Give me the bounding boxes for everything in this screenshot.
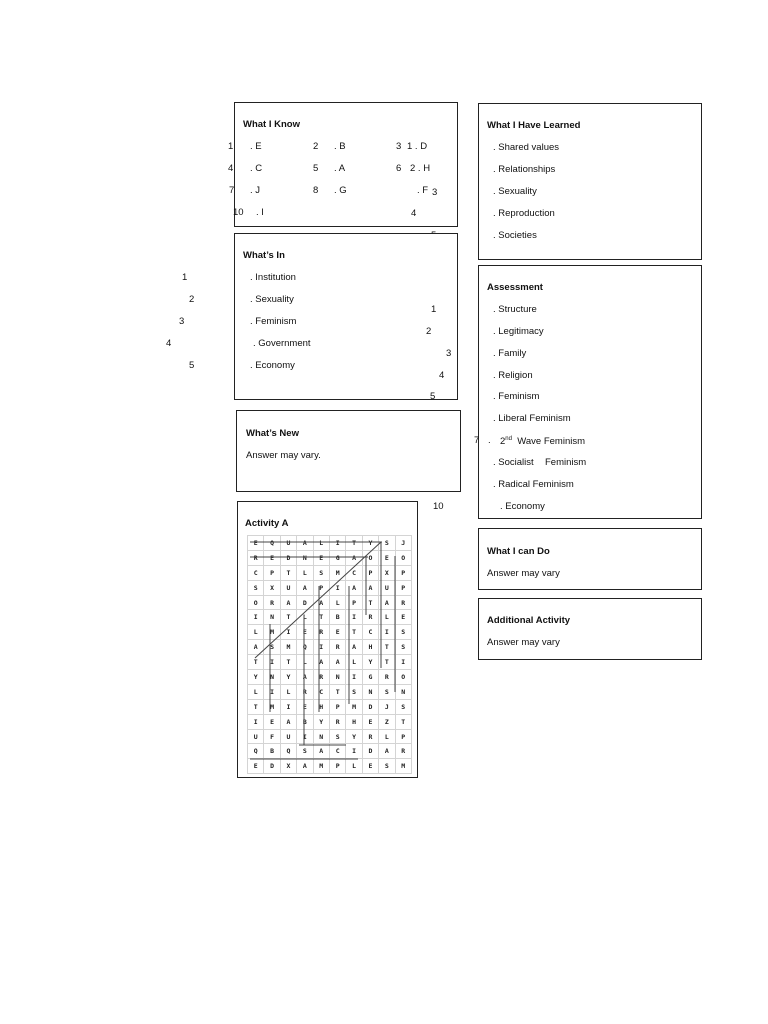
- in-answer-1: . Institution: [250, 272, 296, 283]
- grid-row: [248, 565, 412, 580]
- stray-num: 1: [431, 304, 437, 315]
- grid-cell: F: [264, 729, 280, 744]
- grid-cell: L: [297, 610, 313, 625]
- grid-cell: A: [379, 744, 395, 759]
- grid-cell: S: [379, 536, 395, 551]
- stray-num: 5: [430, 391, 436, 402]
- what-i-know-title: What I Know: [243, 119, 300, 130]
- grid-cell: T: [280, 565, 296, 580]
- grid-cell: A: [346, 580, 362, 595]
- grid-cell: L: [313, 536, 329, 551]
- grid-cell: Q: [297, 640, 313, 655]
- grid-cell: A: [379, 595, 395, 610]
- grid-cell: N: [264, 610, 280, 625]
- grid-cell: Y: [346, 729, 362, 744]
- learned-title: What I Have Learned: [487, 120, 581, 131]
- grid-cell: E: [329, 625, 345, 640]
- grid-cell: A: [297, 580, 313, 595]
- grid-row: [248, 699, 412, 714]
- know-answer-5: . A: [334, 163, 346, 174]
- grid-cell: L: [248, 625, 264, 640]
- grid-cell: Q: [280, 744, 296, 759]
- grid-cell: A: [329, 655, 345, 670]
- grid-cell: M: [329, 565, 345, 580]
- grid-cell: S: [395, 640, 411, 655]
- assessment-title: Assessment: [487, 282, 543, 293]
- know-answer-9: . F: [417, 185, 429, 196]
- grid-cell: T: [313, 610, 329, 625]
- know-answer-3: 1 . D: [407, 141, 428, 152]
- grid-cell: A: [313, 655, 329, 670]
- grid-cell: L: [329, 595, 345, 610]
- grid-cell: A: [248, 640, 264, 655]
- grid-cell: N: [297, 550, 313, 565]
- assessment-item-7: 2nd Wave Feminism: [500, 436, 586, 448]
- stray-num: 3: [446, 348, 452, 359]
- grid-cell: L: [346, 759, 362, 774]
- grid-cell: N: [313, 729, 329, 744]
- activity-a-title: Activity A: [245, 518, 289, 529]
- grid-cell: E: [248, 536, 264, 551]
- grid-row: [248, 714, 412, 729]
- learned-item-4: . Reproduction: [493, 208, 555, 219]
- grid-cell: M: [395, 759, 411, 774]
- grid-cell: R: [297, 684, 313, 699]
- grid-cell: R: [379, 670, 395, 685]
- grid-cell: B: [297, 714, 313, 729]
- grid-cell: J: [395, 536, 411, 551]
- grid-cell: S: [395, 699, 411, 714]
- grid-cell: I: [329, 580, 345, 595]
- assessment-item-5: . Feminism: [493, 391, 540, 402]
- grid-cell: I: [346, 610, 362, 625]
- know-answer-8: . G: [334, 185, 347, 196]
- grid-cell: S: [379, 684, 395, 699]
- grid-cell: T: [346, 536, 362, 551]
- assessment-item-3: . Family: [493, 348, 527, 359]
- grid-cell: Y: [280, 670, 296, 685]
- grid-cell: I: [248, 610, 264, 625]
- grid-cell: E: [362, 714, 378, 729]
- know-num-10: 10: [233, 207, 244, 218]
- grid-cell: E: [362, 759, 378, 774]
- grid-cell: I: [313, 640, 329, 655]
- assessment-item-10: . Economy: [500, 501, 545, 512]
- grid-cell: A: [313, 744, 329, 759]
- grid-cell: Z: [379, 714, 395, 729]
- know-answer-6: 2 . H: [410, 163, 431, 174]
- grid-cell: N: [395, 684, 411, 699]
- grid-cell: I: [297, 729, 313, 744]
- learned-item-5: . Societies: [493, 230, 537, 241]
- grid-cell: C: [362, 625, 378, 640]
- grid-row: [248, 625, 412, 640]
- assessment-item-4: . Religion: [493, 370, 533, 381]
- grid-cell: P: [395, 565, 411, 580]
- additional-activity-box: [478, 598, 702, 660]
- grid-cell: L: [280, 684, 296, 699]
- grid-cell: L: [248, 684, 264, 699]
- additional-title: Additional Activity: [487, 615, 571, 626]
- grid-cell: I: [264, 684, 280, 699]
- grid-cell: U: [280, 729, 296, 744]
- grid-cell: R: [362, 610, 378, 625]
- grid-cell: R: [264, 595, 280, 610]
- grid-cell: I: [329, 536, 345, 551]
- grid-cell: X: [379, 565, 395, 580]
- grid-cell: A: [280, 714, 296, 729]
- grid-cell: U: [248, 729, 264, 744]
- grid-cell: E: [264, 550, 280, 565]
- grid-cell: D: [297, 595, 313, 610]
- assessment-item-8b: Feminism: [545, 457, 587, 468]
- grid-cell: O: [248, 595, 264, 610]
- grid-cell: G: [329, 550, 345, 565]
- grid-cell: P: [395, 729, 411, 744]
- grid-cell: N: [329, 670, 345, 685]
- know-num-8: 8: [313, 185, 319, 196]
- grid-cell: O: [395, 670, 411, 685]
- grid-cell: T: [248, 655, 264, 670]
- grid-cell: H: [313, 699, 329, 714]
- grid-cell: T: [280, 655, 296, 670]
- grid-cell: R: [395, 744, 411, 759]
- grid-cell: S: [395, 625, 411, 640]
- grid-cell: P: [346, 595, 362, 610]
- assessment-item-1: . Structure: [493, 304, 537, 315]
- grid-cell: P: [395, 580, 411, 595]
- grid-cell: E: [313, 550, 329, 565]
- grid-cell: I: [395, 655, 411, 670]
- grid-cell: N: [264, 670, 280, 685]
- grid-cell: I: [346, 670, 362, 685]
- know-answer-1: . E: [250, 141, 262, 152]
- grid-cell: Y: [248, 670, 264, 685]
- in-answer-5: . Economy: [250, 360, 295, 371]
- grid-cell: Y: [313, 714, 329, 729]
- grid-cell: S: [248, 580, 264, 595]
- grid-cell: J: [379, 699, 395, 714]
- grid-cell: D: [362, 699, 378, 714]
- grid-cell: O: [362, 550, 378, 565]
- grid-cell: U: [280, 536, 296, 551]
- learned-item-2: . Relationships: [493, 164, 556, 175]
- in-answer-4: . Government: [253, 338, 311, 349]
- know-stray-num: 3: [432, 187, 438, 198]
- grid-cell: E: [379, 550, 395, 565]
- grid-cell: P: [329, 699, 345, 714]
- stray-num: 2: [426, 326, 432, 337]
- know-num-4: 4: [228, 163, 234, 174]
- grid-cell: D: [264, 759, 280, 774]
- grid-cell: S: [346, 684, 362, 699]
- grid-row: [248, 670, 412, 685]
- know-num-6: 6: [396, 163, 402, 174]
- grid-cell: R: [362, 729, 378, 744]
- grid-cell: R: [329, 714, 345, 729]
- grid-cell: U: [379, 580, 395, 595]
- grid-cell: R: [248, 550, 264, 565]
- know-stray-num: 4: [411, 208, 417, 219]
- assessment-item-8a: . Socialist: [493, 457, 534, 468]
- know-answer-10: . I: [256, 207, 264, 218]
- word-search-grid: [247, 535, 412, 774]
- know-answer-7: . J: [250, 185, 261, 196]
- grid-cell: E: [264, 714, 280, 729]
- grid-cell: T: [280, 610, 296, 625]
- grid-cell: P: [362, 565, 378, 580]
- know-num-5: 5: [313, 163, 319, 174]
- grid-cell: C: [346, 565, 362, 580]
- in-answer-2: . Sexuality: [250, 294, 294, 305]
- in-num-5: 5: [189, 360, 195, 371]
- grid-cell: D: [362, 744, 378, 759]
- assessment-item-6: . Liberal Feminism: [493, 413, 571, 424]
- grid-cell: M: [264, 625, 280, 640]
- in-num-2: 2: [189, 294, 195, 305]
- grid-cell: L: [297, 655, 313, 670]
- grid-cell: A: [297, 536, 313, 551]
- grid-cell: I: [248, 714, 264, 729]
- assessment-item-7-dot: .: [488, 435, 491, 446]
- grid-cell: T: [346, 625, 362, 640]
- grid-cell: X: [264, 580, 280, 595]
- in-num-3: 3: [179, 316, 185, 327]
- grid-cell: M: [313, 759, 329, 774]
- grid-row: [248, 684, 412, 699]
- grid-cell: S: [379, 759, 395, 774]
- grid-cell: S: [329, 729, 345, 744]
- grid-cell: E: [297, 625, 313, 640]
- grid-cell: I: [280, 699, 296, 714]
- grid-cell: L: [297, 565, 313, 580]
- grid-row: [248, 580, 412, 595]
- cando-title: What I can Do: [487, 546, 550, 557]
- grid-cell: E: [395, 610, 411, 625]
- grid-cell: C: [329, 744, 345, 759]
- in-num-1: 1: [182, 272, 188, 283]
- grid-cell: A: [346, 550, 362, 565]
- learned-item-3: . Sexuality: [493, 186, 537, 197]
- grid-cell: T: [362, 595, 378, 610]
- grid-cell: I: [264, 655, 280, 670]
- grid-cell: H: [362, 640, 378, 655]
- what-i-can-do-box: [478, 528, 702, 590]
- grid-cell: T: [329, 684, 345, 699]
- stray-num: 4: [439, 370, 445, 381]
- grid-cell: P: [264, 565, 280, 580]
- additional-text: Answer may vary: [487, 637, 560, 648]
- grid-cell: P: [329, 759, 345, 774]
- grid-cell: G: [362, 670, 378, 685]
- know-num-2: 2: [313, 141, 319, 152]
- grid-cell: B: [329, 610, 345, 625]
- learned-item-1: . Shared values: [493, 142, 560, 153]
- grid-cell: R: [313, 670, 329, 685]
- grid-cell: L: [379, 729, 395, 744]
- grid-cell: L: [379, 610, 395, 625]
- grid-row: [248, 744, 412, 759]
- grid-cell: T: [248, 699, 264, 714]
- grid-row: [248, 595, 412, 610]
- grid-cell: Y: [362, 536, 378, 551]
- grid-row: [248, 729, 412, 744]
- grid-cell: D: [280, 550, 296, 565]
- grid-cell: O: [395, 550, 411, 565]
- grid-cell: A: [297, 759, 313, 774]
- grid-cell: A: [297, 670, 313, 685]
- grid-cell: T: [395, 714, 411, 729]
- cando-text: Answer may vary: [487, 568, 560, 579]
- grid-cell: I: [280, 625, 296, 640]
- know-answer-2: . B: [334, 141, 346, 152]
- grid-cell: R: [313, 625, 329, 640]
- grid-cell: P: [313, 580, 329, 595]
- assessment-item-9: . Radical Feminism: [493, 479, 574, 490]
- grid-cell: Q: [264, 536, 280, 551]
- know-answer-4: . C: [250, 163, 263, 174]
- grid-cell: B: [264, 744, 280, 759]
- grid-cell: C: [313, 684, 329, 699]
- grid-cell: S: [297, 744, 313, 759]
- grid-cell: M: [346, 699, 362, 714]
- grid-cell: U: [280, 580, 296, 595]
- grid-row: [248, 536, 412, 551]
- grid-row: [248, 655, 412, 670]
- whats-new-text: Answer may vary.: [246, 450, 321, 461]
- grid-cell: E: [248, 759, 264, 774]
- grid-cell: E: [297, 699, 313, 714]
- grid-row: [248, 610, 412, 625]
- grid-cell: C: [248, 565, 264, 580]
- assessment-num-7: 7: [474, 435, 480, 446]
- grid-row: [248, 640, 412, 655]
- whats-new-title: What’s New: [246, 428, 299, 439]
- grid-cell: S: [264, 640, 280, 655]
- grid-cell: A: [280, 595, 296, 610]
- grid-row: [248, 759, 412, 774]
- whats-in-title: What’s In: [243, 250, 285, 261]
- grid-cell: Q: [248, 744, 264, 759]
- grid-cell: M: [280, 640, 296, 655]
- grid-cell: M: [264, 699, 280, 714]
- grid-cell: N: [362, 684, 378, 699]
- stray-num: 10: [433, 501, 444, 512]
- in-num-4: 4: [166, 338, 172, 349]
- grid-cell: R: [395, 595, 411, 610]
- grid-cell: I: [379, 625, 395, 640]
- know-num-7: 7: [229, 185, 235, 196]
- assessment-item-2: . Legitimacy: [493, 326, 544, 337]
- grid-cell: X: [280, 759, 296, 774]
- grid-cell: Y: [362, 655, 378, 670]
- grid-cell: A: [346, 640, 362, 655]
- grid-cell: T: [379, 655, 395, 670]
- grid-row: [248, 550, 412, 565]
- grid-cell: A: [362, 580, 378, 595]
- know-num-3: 3: [396, 141, 402, 152]
- grid-cell: I: [346, 744, 362, 759]
- grid-cell: S: [313, 565, 329, 580]
- grid-cell: R: [329, 640, 345, 655]
- grid-cell: T: [379, 640, 395, 655]
- grid-cell: H: [346, 714, 362, 729]
- in-answer-3: . Feminism: [250, 316, 297, 327]
- grid-cell: A: [313, 595, 329, 610]
- grid-cell: L: [346, 655, 362, 670]
- know-num-1: 1: [228, 141, 234, 152]
